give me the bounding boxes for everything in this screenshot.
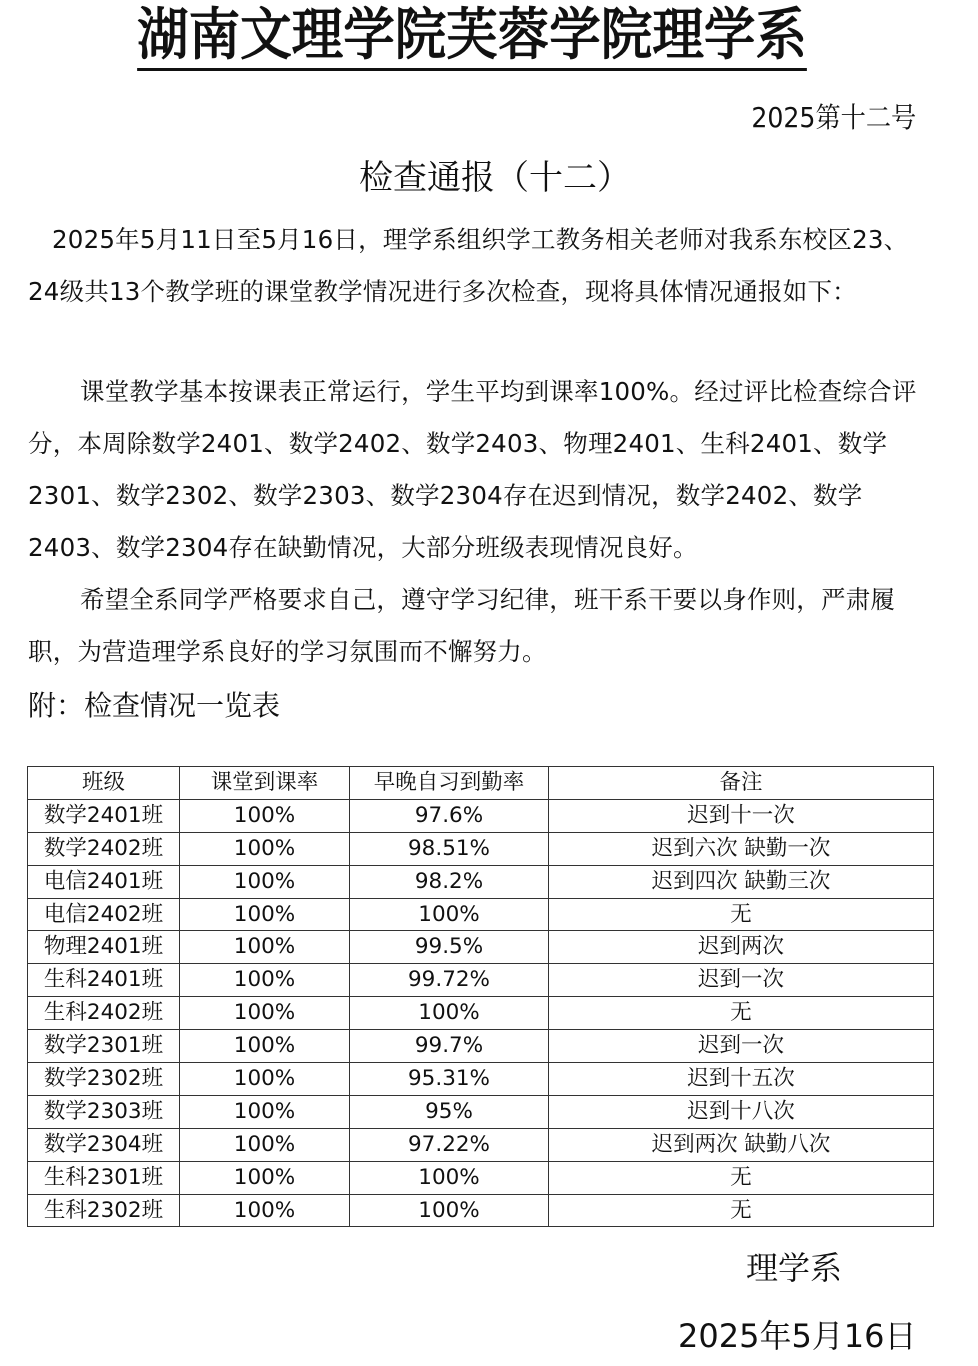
cell-class-attendance: 100% [180,1128,350,1161]
cell-class: 生科2302班 [28,1194,180,1227]
institution-title [0,4,944,71]
cell-class: 生科2401班 [28,964,180,997]
institution-title-text: 湖南文理学院芙蓉学院理学系 [137,4,807,71]
table-row [28,1161,934,1194]
table-row [28,997,934,1030]
cell-remarks: 迟到十八次 [549,1095,934,1128]
cell-class: 数学2303班 [28,1095,180,1128]
cell-class: 数学2402班 [28,832,180,865]
cell-class: 数学2401班 [28,799,180,832]
cell-class-attendance: 100% [180,1063,350,1096]
signature-date: 2025年5月16日 [678,1317,917,1355]
table-row [28,1095,934,1128]
cell-class-attendance: 100% [180,898,350,931]
cell-study-attendance: 99.7% [350,1030,549,1063]
cell-class-attendance: 100% [180,997,350,1030]
table-row [28,1128,934,1161]
header-study-attendance: 早晚自习到勤率 [350,767,549,800]
cell-remarks: 迟到六次 缺勤一次 [549,832,934,865]
cell-remarks: 迟到十五次 [549,1063,934,1096]
header-class: 班级 [28,767,180,800]
notice-title: 检查通报（十二） [359,158,631,198]
table-row [28,898,934,931]
table-row [28,1063,934,1096]
cell-class-attendance: 100% [180,1161,350,1194]
cell-remarks: 无 [549,1161,934,1194]
cell-remarks: 迟到两次 [549,931,934,964]
cell-class: 数学2301班 [28,1030,180,1063]
cell-study-attendance: 95.31% [350,1063,549,1096]
cell-class-attendance: 100% [180,931,350,964]
cell-class-attendance: 100% [180,799,350,832]
table-row [28,964,934,997]
header-remarks: 备注 [549,767,934,800]
table-header-row [28,767,934,800]
cell-remarks: 无 [549,898,934,931]
table-row [28,832,934,865]
cell-class-attendance: 100% [180,1194,350,1227]
signature-department: 理学系 [746,1249,843,1287]
header-class-attendance: 课堂到课率 [180,767,350,800]
cell-study-attendance: 100% [350,1194,549,1227]
cell-remarks: 迟到四次 缺勤三次 [549,865,934,898]
cell-remarks: 迟到一次 [549,964,934,997]
table-row [28,1030,934,1063]
cell-class: 生科2301班 [28,1161,180,1194]
inspection-table [27,766,934,1227]
table-row [28,865,934,898]
cell-class: 生科2402班 [28,997,180,1030]
cell-remarks: 迟到两次 缺勤八次 [549,1128,934,1161]
document-number: 2025第十二号 [751,101,916,134]
summary-paragraph: 课堂教学基本按课表正常运行，学生平均到课率100%。经过评比检查综合评分，本周除数学2401、数学2402、数学2403、物理2401、生科2401、数学2301、数学2302、数学2303、数学2304存在迟到情况，数学2402、数学2403、数学2304存在缺勤情况，大部分班级表现情况良好。 [28,377,917,562]
appendix-title: 附：检查情况一览表 [28,689,281,722]
cell-remarks: 迟到十一次 [549,799,934,832]
cell-study-attendance: 99.72% [350,964,549,997]
cell-class-attendance: 100% [180,964,350,997]
cell-class: 数学2304班 [28,1128,180,1161]
cell-remarks: 无 [549,997,934,1030]
cell-class: 电信2401班 [28,865,180,898]
cell-study-attendance: 95% [350,1095,549,1128]
cell-study-attendance: 97.6% [350,799,549,832]
intro-paragraph: 2025年5月11日至5月16日，理学系组织学工教务相关老师对我系东校区23、24级共13个教学班的课堂教学情况进行多次检查，现将具体情况通报如下： [28,225,909,306]
closing-paragraph: 希望全系同学严格要求自己，遵守学习纪律，班干系干要以身作则，严肃履职，为营造理学系良好的学习氛围而不懈努力。 [28,585,896,666]
table-body [28,799,934,1227]
cell-class-attendance: 100% [180,832,350,865]
cell-study-attendance: 100% [350,997,549,1030]
cell-study-attendance: 99.5% [350,931,549,964]
cell-study-attendance: 98.51% [350,832,549,865]
cell-study-attendance: 98.2% [350,865,549,898]
cell-remarks: 迟到一次 [549,1030,934,1063]
cell-class-attendance: 100% [180,1030,350,1063]
cell-class-attendance: 100% [180,865,350,898]
table-row [28,931,934,964]
cell-study-attendance: 100% [350,1161,549,1194]
cell-study-attendance: 97.22% [350,1128,549,1161]
cell-class: 电信2402班 [28,898,180,931]
cell-class: 物理2401班 [28,931,180,964]
cell-class-attendance: 100% [180,1095,350,1128]
cell-remarks: 无 [549,1194,934,1227]
table-row [28,1194,934,1227]
table-row [28,799,934,832]
cell-study-attendance: 100% [350,898,549,931]
cell-class: 数学2302班 [28,1063,180,1096]
